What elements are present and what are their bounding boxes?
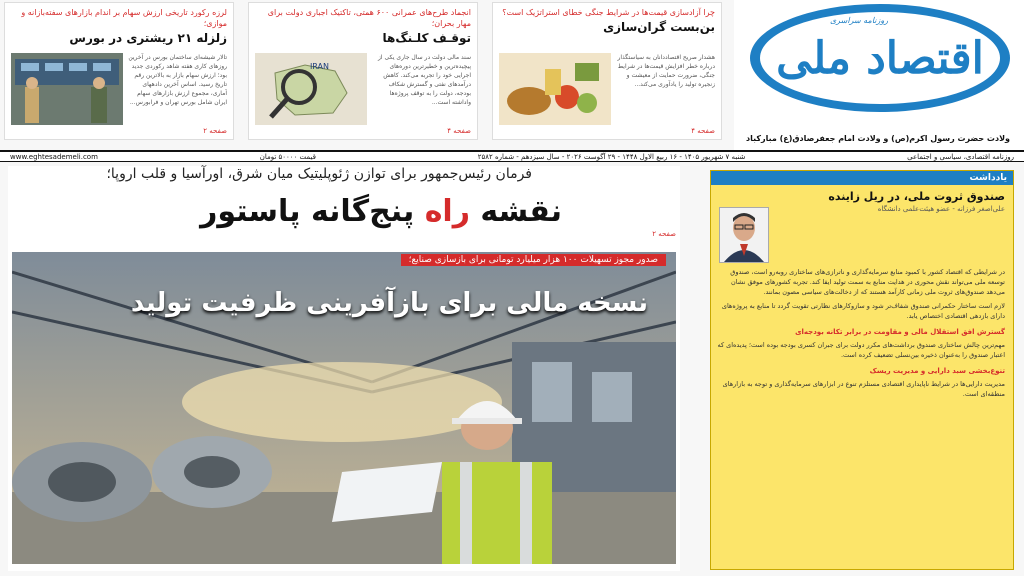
main-headline[interactable]: [200, 194, 562, 229]
editorial-column: [710, 170, 1014, 570]
teaser-prices[interactable]: [492, 2, 722, 140]
column-author: علی‌اصغر فرزانه - عضو هیئت‌علمی دانشگاه: [877, 205, 1005, 213]
column-paragraph: مدیریت دارایی‌ها در شرایط ناپایداری اقتصادی مستلزم تنوع در ابزارهای سرمایه‌گذاری و توجه به بازارهای منطقه‌ای است.: [722, 380, 1005, 398]
photo-headline[interactable]: نسخه مالی برای بازآفرینی ظرفیت تولید: [130, 288, 648, 318]
column-paragraph: در شرایطی که اقتصاد کشور با کمبود منابع سرمایه‌گذاری و ناترازی‌های ساختاری روبه‌رو است، صندوق توسعه ملی می‌تواند نقش محوری در هدایت منابع به سمت تولید ایفا کند. تجربه کشورهای موفق نشان می‌دهد صندوق‌های ثروت ملی زمانی کارآمد هستند که از دخالت‌های سیاسی مصون بمانند.: [730, 268, 1005, 296]
dateline-section: روزنامه اقتصادی، سیاسی و اجتماعی: [907, 152, 1014, 161]
column-paragraph: مهم‌ترین چالش ساختاری صندوق برداشت‌های مکرر دولت برای جبران کسری بودجه بوده است؛ پدیده‌ای که اعتبار صندوق را به‌عنوان ذخیره بین‌نسلی تضعیف کرده است.: [717, 341, 1005, 359]
teaser-bourse[interactable]: [4, 2, 234, 140]
headline-part-2: پنج‌گانه پاستور: [200, 194, 425, 229]
teaser-page-ref[interactable]: صفحه ۲: [203, 127, 227, 135]
trading-floor-photo: [11, 53, 123, 125]
column-subheading: تنوع‌بخشی سبد دارایی و مدیریت ریسک: [869, 367, 1005, 375]
teaser-kicker: انجماد طرح‌های عمرانی ۶۰۰ همتی، تاکتیک اجباری دولت برای مهار بحران؛: [267, 8, 471, 28]
teaser-kicker: لرزه رکورد تاریخی ارزش سهام بر اندام بازارهای سفته‌بازانه و موازی؛: [21, 8, 227, 28]
main-supertitle: فرمان رئیس‌جمهور برای توازن ژئوپلیتیک میان شرق، اورآسیا و قلب اروپا؛: [106, 166, 532, 182]
map-label: IRAN: [309, 62, 329, 71]
headline-part-1: نقشه: [469, 194, 562, 229]
teaser-page-ref[interactable]: صفحه ۴: [691, 127, 715, 135]
dateline-date: شنبه ۷ شهریور ۱۴۰۵ - ۱۶ ربیع الاول ۱۴۴۸ - ۲۹ آگوست ۲۰۲۶ - سال سیزدهم - شماره ۲۵۸۲: [477, 152, 746, 161]
column-tag: یادداشت: [711, 171, 1013, 185]
teaser-kicker: چرا آزادسازی قیمت‌ها در شرایط جنگی خطای استراتژیک است؟: [502, 8, 715, 17]
headline-highlight: راه: [424, 194, 470, 229]
teaser-headline: بن‌بست گران‌سازی: [603, 20, 715, 34]
dateline-price: قیمت ۵۰۰۰۰ تومان: [259, 152, 316, 161]
logo-text: اقتصاد ملی: [776, 32, 984, 84]
dateline-website[interactable]: www.eghtesademeli.com: [10, 152, 98, 161]
teaser-body: سند مالی دولت در سال جاری یکی از پیچیده‌ترین و خطیرترین دوره‌های اجرایی خود را تجربه می‌کند. کاهش درآمدهای نفتی و گسترش شکاف بودجه، دولت را به توقف پروژه‌ها واداشته است...: [378, 54, 471, 106]
column-paragraph: لازم است ساختار حکمرانی صندوق شفاف‌تر شود و سازوکارهای نظارتی تقویت گردد تا منابع به پروژه‌های دارای بازدهی اقتصادی اختصاص یابد.: [721, 302, 1005, 320]
teaser-body: تالار شیشه‌ای ساختمان بورس در آخرین روزهای کاری هفته شاهد رکوردی جدید بود؛ ارزش سهام بازار به بالاترین رقم تاریخ رسید. اساس آخرین دادههای آماری، مجموع ارزش بازارهای سهام ایران شامل بورس تهران و فرابورس...: [128, 54, 227, 106]
iran-map-magnifier-photo: [255, 53, 367, 125]
main-story: [8, 166, 680, 571]
photo-banner: صدور مجوز تسهیلات ۱۰۰ هزار میلیارد تومانی برای بازسازی صنایع؛: [401, 254, 666, 266]
author-portrait: [719, 207, 769, 263]
factory-photo: [12, 252, 676, 564]
teaser-projects[interactable]: [248, 2, 478, 140]
main-page-ref[interactable]: صفحه ۲: [652, 230, 676, 238]
teaser-body: هشدار صریح اقتصاددانان به سیاستگذار درباره خطر افزایش قیمت‌ها در شرایط جنگی، ضرورت حمایت از معیشت و زنجیره تولید را یادآوری می‌کند...: [617, 54, 715, 88]
teaser-page-ref[interactable]: صفحه ۴: [447, 127, 471, 135]
teaser-headline: توقـف کلـنگ‌ها: [382, 31, 471, 45]
teaser-headline: زلزله ۲۱ ریشتری در بورس: [69, 31, 227, 45]
newspaper-logo[interactable]: [750, 4, 1010, 112]
groceries-photo: [499, 53, 611, 125]
logo-subtitle: روزنامه سراسری: [830, 16, 889, 25]
column-title[interactable]: صندوق ثروت ملی، در ریل زاینده: [828, 190, 1005, 203]
column-subheading: گسترش افق استقلال مالی و مقاومت در برابر تکانه بودجه‌ای: [795, 328, 1005, 336]
dateline-bar: [0, 150, 1024, 162]
masthead-note: ولادت حضرت رسول اکرم(ص) و ولادت امام جعفرصادق(ع) مبارکباد: [745, 134, 1010, 143]
masthead: [734, 0, 1024, 150]
column-body: [717, 267, 1005, 403]
